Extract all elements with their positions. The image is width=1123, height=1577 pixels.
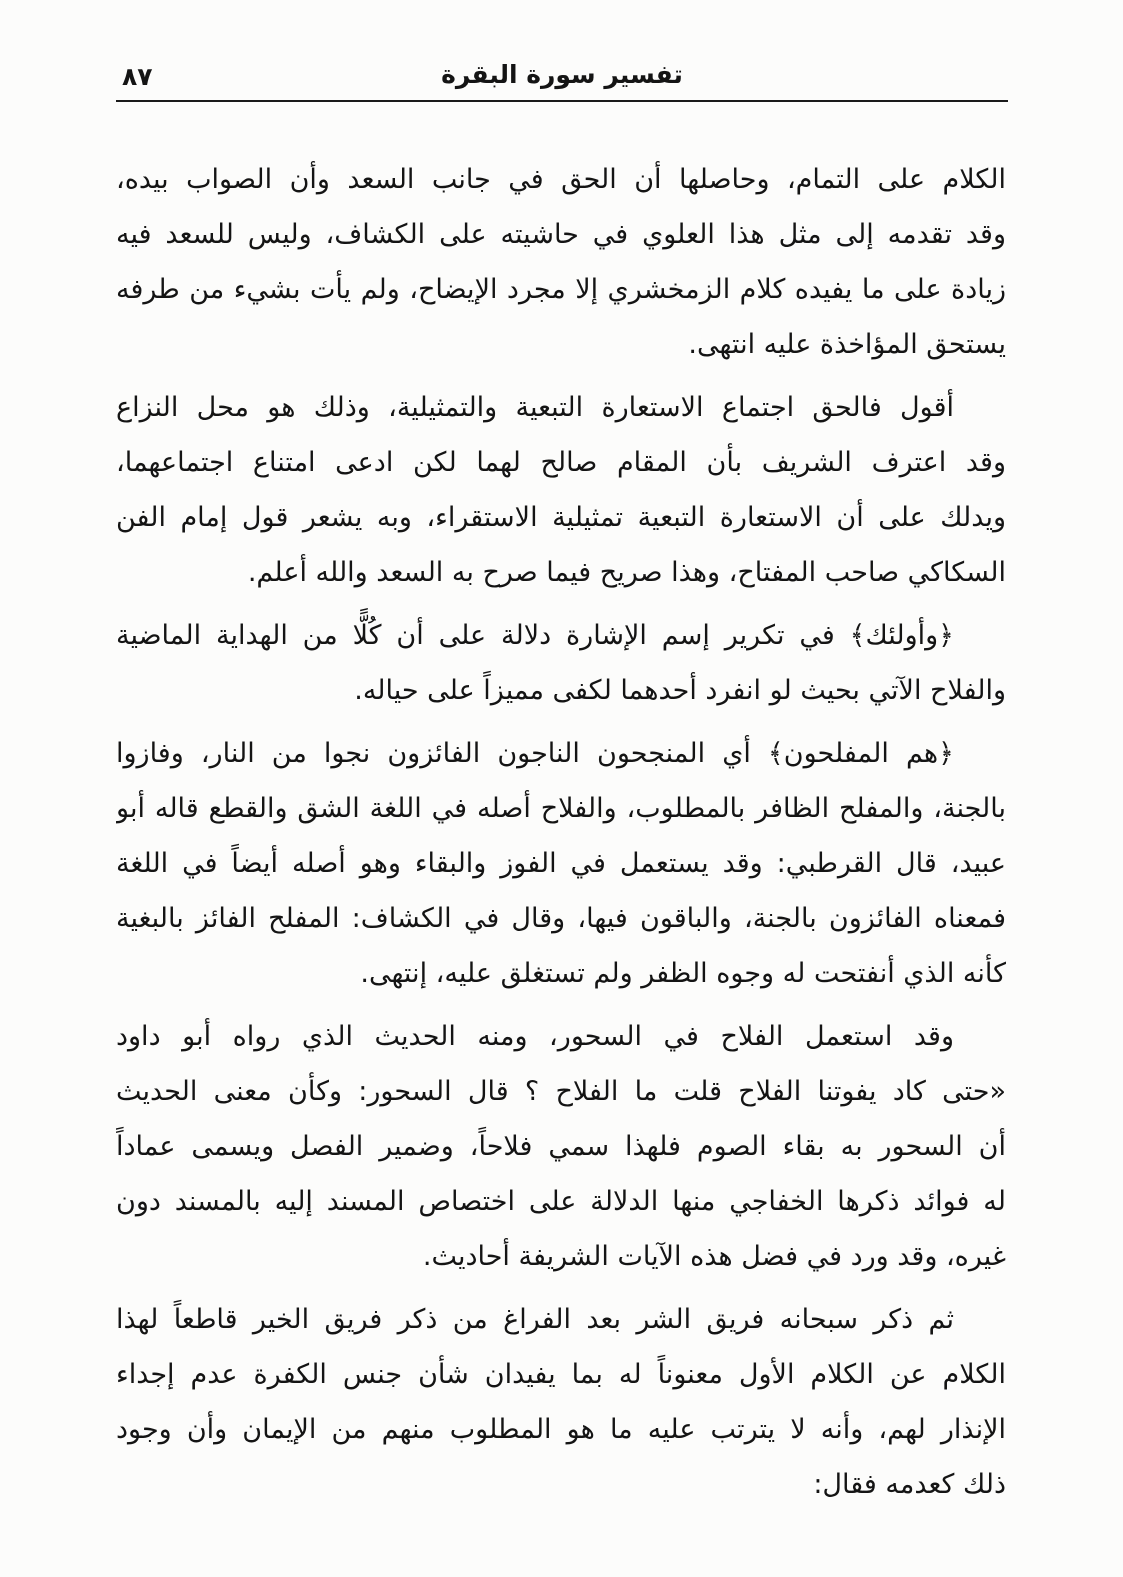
text-line: الإنذار لهم، وأنه لا يترتب عليه ما هو المطلوب منهم من الإيمان وأن وجود [116, 1414, 1006, 1445]
paragraph [116, 1292, 1006, 1512]
header-rule [116, 100, 1008, 102]
text-line: الكلام عن الكلام الأول معنوناً له بما يفيدان شأن جنس الكفرة عدم إجداء [116, 1359, 1006, 1390]
paragraph [116, 380, 1006, 600]
page-header [116, 52, 1008, 102]
text-line: وقد اعترف الشريف بأن المقام صالح لهما لكن ادعى امتناع اجتماعهما، [116, 447, 1006, 478]
text-line: والفلاح الآتي بحيث لو انفرد أحدهما لكفى مميزاً على حياله. [354, 675, 1006, 706]
running-head-title: تفسير سورة البقرة [441, 60, 683, 89]
text-line: أقول فالحق اجتماع الاستعارة التبعية والتمثيلية، وذلك هو محل النزاع [116, 392, 954, 423]
text-line: «حتى كاد يفوتنا الفلاح قلت ما الفلاح ؟ قال السحور: وكأن معنى الحديث [116, 1076, 1006, 1107]
text-line: الكلام على التمام، وحاصلها أن الحق في جانب السعد وأن الصواب بيده، [116, 164, 1006, 195]
text-line: وقد استعمل الفلاح في السحور، ومنه الحديث الذي رواه أبو داود [116, 1021, 954, 1052]
paragraph [116, 726, 1006, 1001]
text-line: له فوائد ذكرها الخفاجي منها الدلالة على اختصاص المسند إليه بالمسند دون [116, 1186, 1006, 1217]
text-line: يستحق المؤاخذة عليه انتهى. [688, 329, 1006, 360]
text-line: غيره، وقد ورد في فضل هذه الآيات الشريفة أحاديث. [422, 1241, 1006, 1272]
paragraph [116, 608, 1006, 718]
text-line: وقد تقدمه إلى مثل هذا العلوي في حاشيته على الكشاف، وليس للسعد فيه [116, 219, 1006, 250]
page-number: ٨٧ [122, 62, 153, 91]
text-line: ﴿وأولئك﴾ في تكرير إسم الإشارة دلالة على أن كُلًّا من الهداية الماضية [116, 620, 954, 651]
text-line: فمعناه الفائزون بالجنة، والباقون فيها، وقال في الكشاف: المفلح الفائز بالبغية [116, 903, 1006, 934]
text-line: زيادة على ما يفيده كلام الزمخشري إلا مجرد الإيضاح، ولم يأت بشيء من طرفه [116, 274, 1006, 305]
text-line: كأنه الذي أنفتحت له وجوه الظفر ولم تستغلق عليه، إنتهى. [360, 958, 1006, 989]
text-line: بالجنة، والمفلح الظافر بالمطلوب، والفلاح أصله في اللغة الشق والقطع قاله أبو [116, 793, 1006, 824]
text-line: ثم ذكر سبحانه فريق الشر بعد الفراغ من ذكر فريق الخير قاطعاً لهذا [116, 1304, 954, 1335]
text-line: ويدلك على أن الاستعارة التبعية تمثيلية الاستقراء، وبه يشعر قول إمام الفن [116, 502, 1006, 533]
text-line: السكاكي صاحب المفتاح، وهذا صريح فيما صرح به السعد والله أعلم. [247, 557, 1006, 588]
paragraph [116, 1009, 1006, 1284]
text-line: عبيد، قال القرطبي: وقد يستعمل في الفوز والبقاء وهو أصله أيضاً في اللغة [116, 848, 1006, 879]
paragraph [116, 152, 1006, 372]
text-line: أن السحور به بقاء الصوم فلهذا سمي فلاحاً، وضمير الفصل ويسمى عماداً [116, 1131, 1006, 1162]
body-text [116, 152, 1006, 1520]
text-line: ذلك كعدمه فقال: [813, 1469, 1006, 1500]
text-line: ﴿هم المفلحون﴾ أي المنجحون الناجون الفائزون نجوا من النار، وفازوا [116, 738, 954, 769]
